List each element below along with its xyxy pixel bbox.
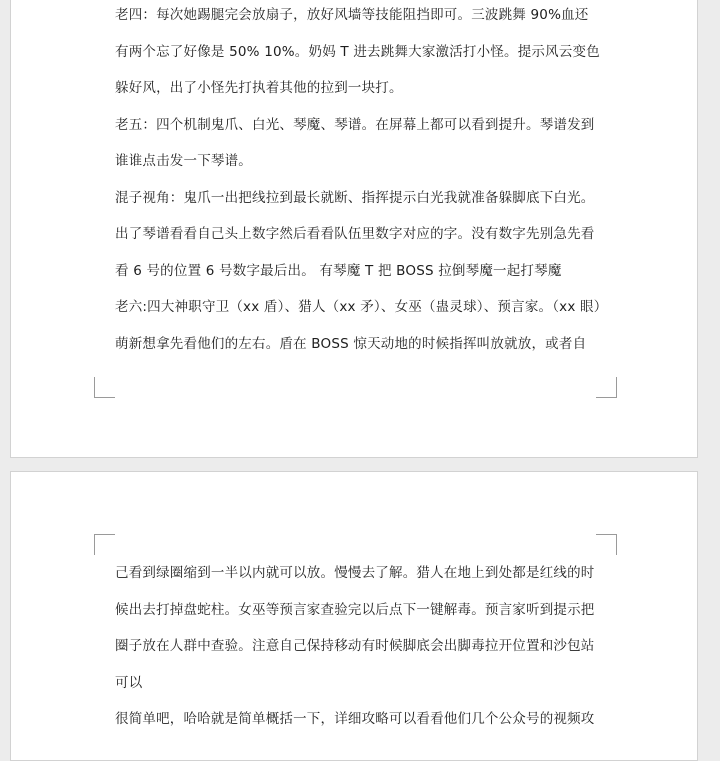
text-line: 萌新想拿先看他们的左右。盾在 BOSS 惊天动地的时候指挥叫放就放，或者自 bbox=[115, 335, 587, 352]
text-line: 老五：四个机制鬼爪、白光、琴魔、琴谱。在屏幕上都可以看到提升。琴谱发到 bbox=[115, 116, 595, 133]
text-line: 谁谁点击发一下琴谱。 bbox=[115, 153, 252, 169]
margin-corner-mark bbox=[94, 377, 115, 398]
text-line: 老六:四大神职守卫（xx 盾）、猎人（xx 矛）、女巫（蛊灵球）、预言家。（xx 眼） bbox=[115, 299, 608, 315]
page-2-text-block bbox=[115, 555, 605, 738]
text-line: 己看到绿圈缩到一半以内就可以放。慢慢去了解。猎人在地上到处都是红线的时 bbox=[115, 565, 595, 581]
text-line: 圈子放在人群中查验。注意自己保持移动有时候脚底会出脚毒拉开位置和沙包站 bbox=[115, 638, 595, 654]
margin-corner-mark bbox=[94, 534, 115, 555]
text-line: 出了琴谱看看自己头上数字然后看看队伍里数字对应的字。没有数字先别急先看 bbox=[115, 226, 595, 242]
margin-corner-mark bbox=[596, 534, 617, 555]
text-line: 混子视角：鬼爪一出把线拉到最长就断、指挥提示白光我就准备躲脚底下白光。 bbox=[115, 189, 595, 206]
text-line: 躲好风，出了小怪先打执着其他的拉到一块打。 bbox=[115, 80, 403, 96]
text-line: 老四：每次她踢腿完会放扇子，放好风墙等技能阻挡即可。三波跳舞 90%血还 bbox=[115, 7, 589, 23]
document-page-1 bbox=[10, 0, 698, 458]
document-page-2 bbox=[10, 471, 698, 761]
text-line: 有两个忘了好像是 50% 10%。奶妈 T 进去跳舞大家激活打小怪。提示风云变色 bbox=[115, 43, 600, 60]
page-1-text-block bbox=[115, 0, 608, 362]
text-line: 看 6 号的位置 6 号数字最后出。 有琴魔 T 把 BOSS 拉倒琴魔一起打琴魔 bbox=[115, 262, 562, 279]
text-line: 候出去打掉盘蛇柱。女巫等预言家查验完以后点下一键解毒。预言家听到提示把 bbox=[115, 601, 595, 618]
text-line: 很简单吧，哈哈就是简单概括一下，详细攻略可以看看他们几个公众号的视频攻 bbox=[115, 711, 595, 727]
text-line: 可以 bbox=[115, 674, 143, 691]
margin-corner-mark bbox=[596, 377, 617, 398]
